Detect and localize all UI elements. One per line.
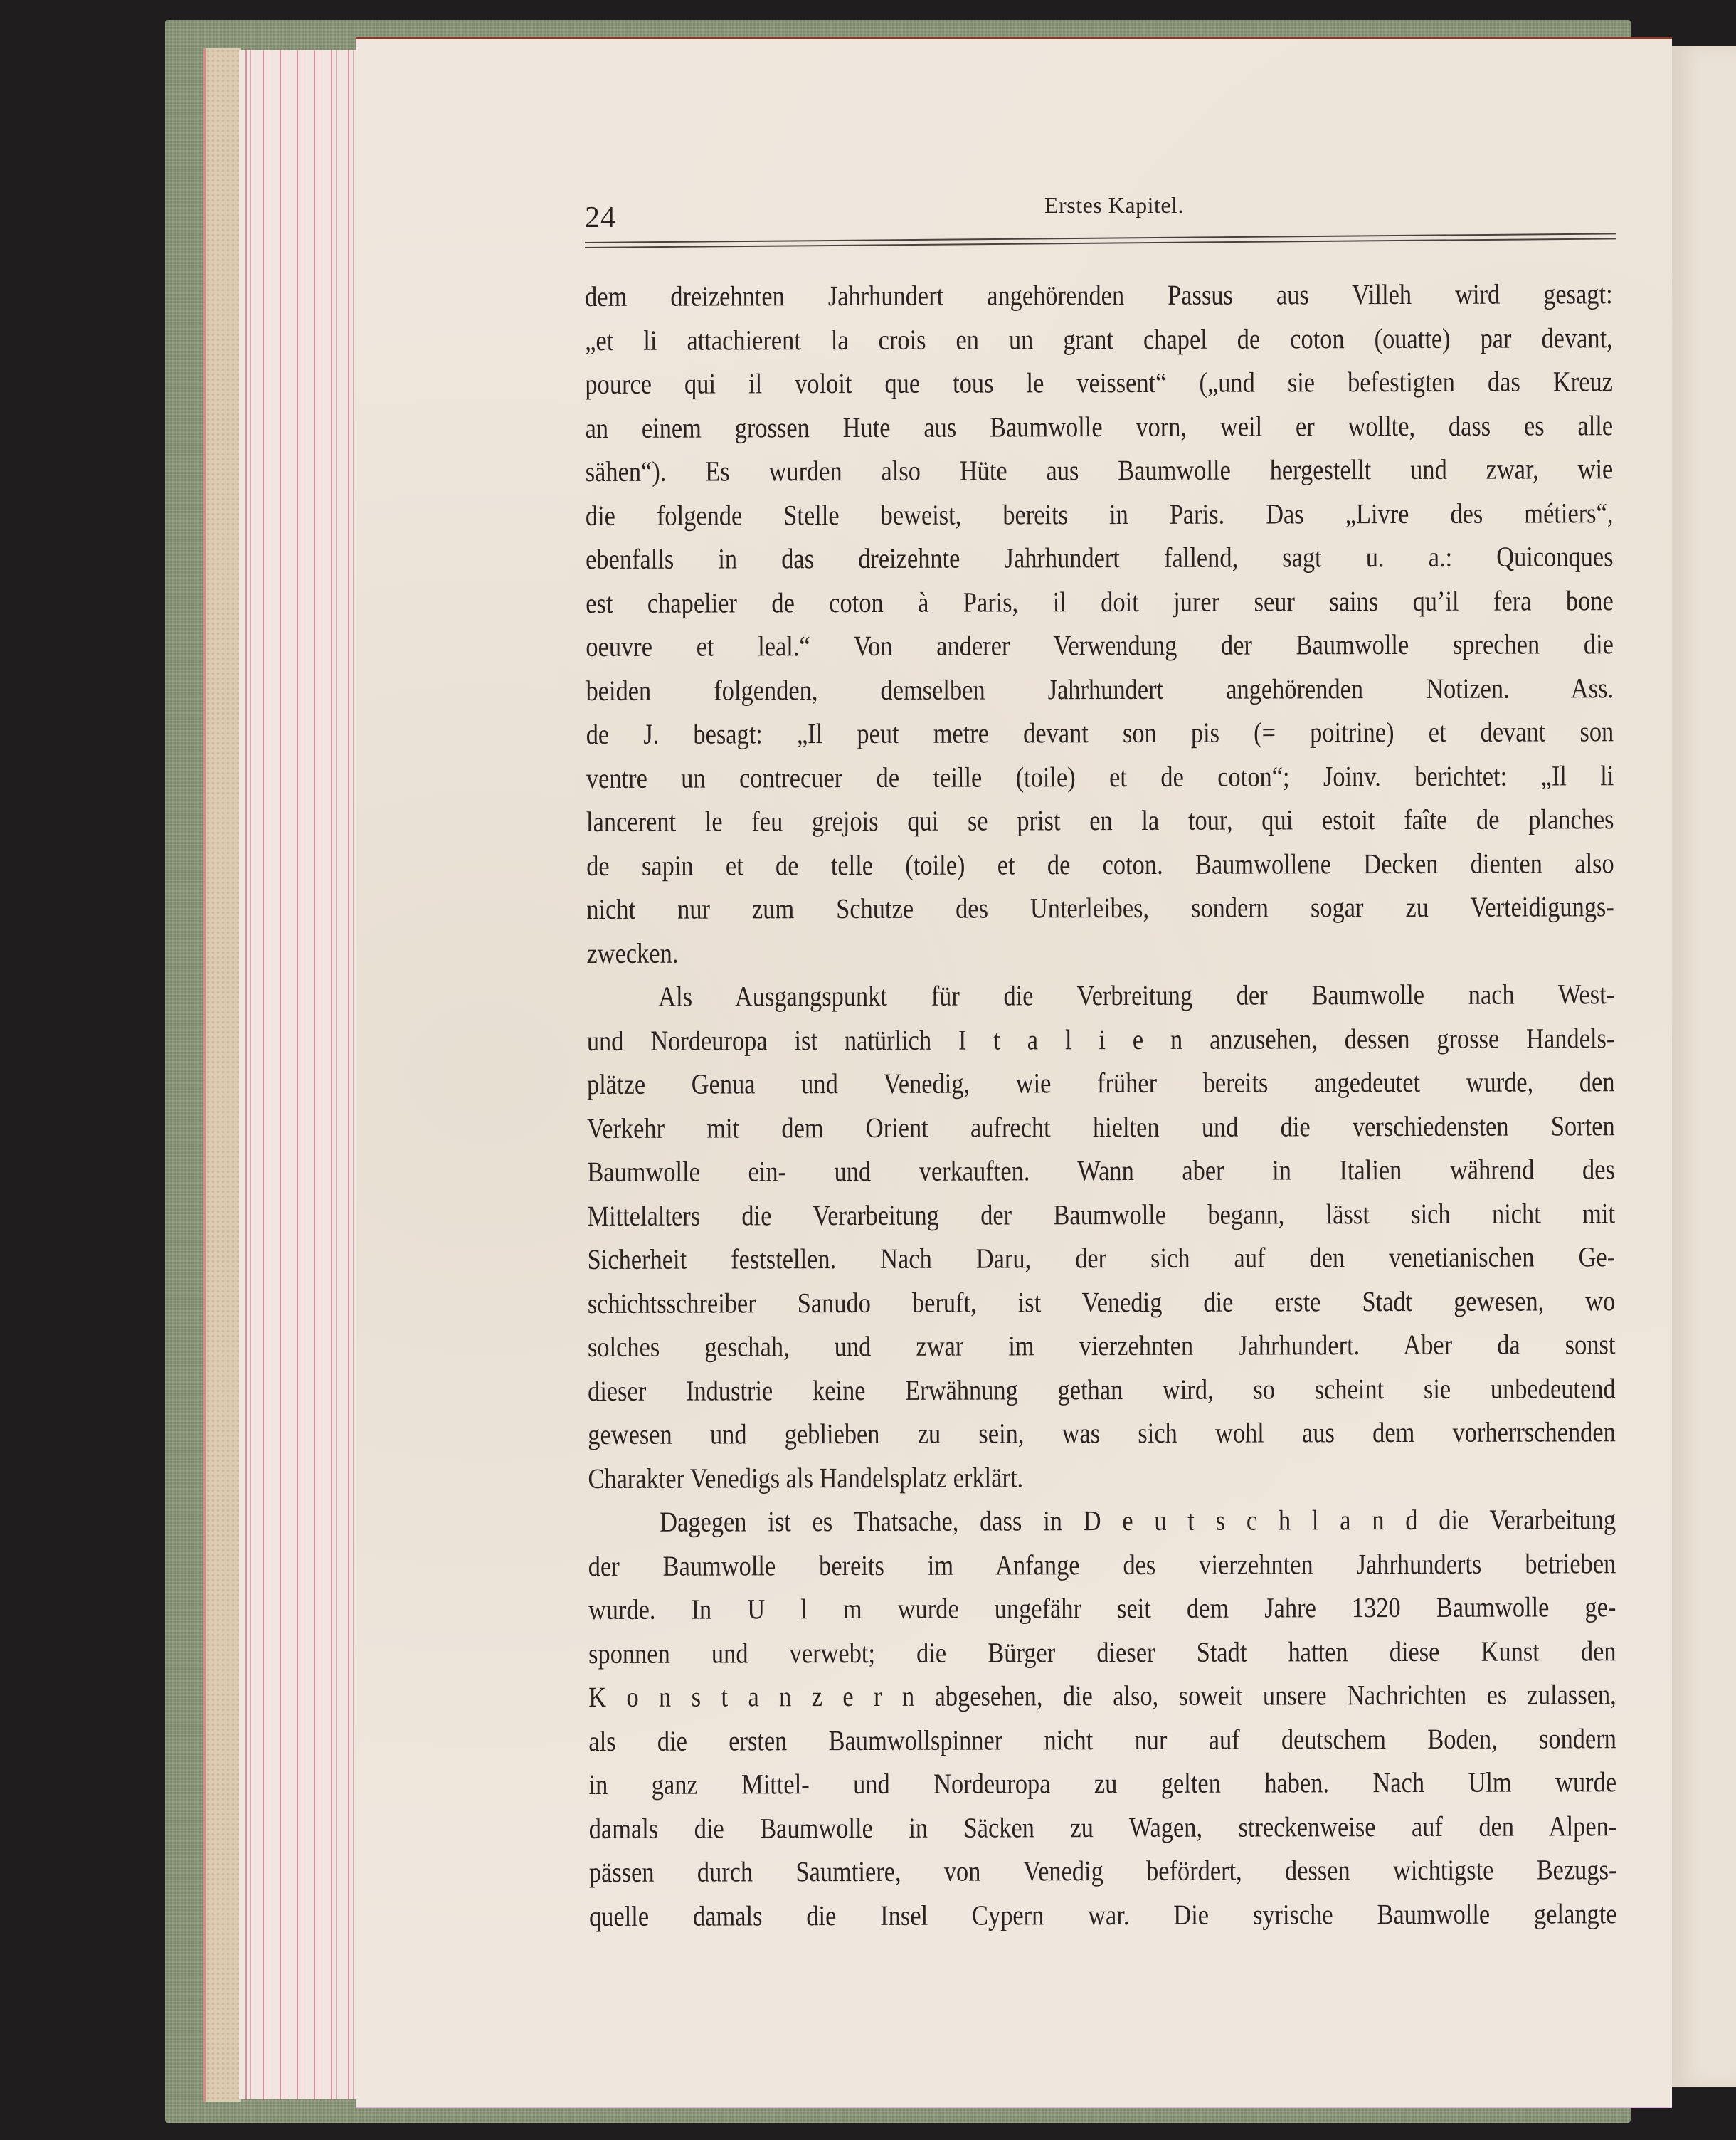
text-line: Dagegen ist es Thatsache, dass in D e u t s c h l a n d die Verarbeitung	[660, 1503, 1616, 1538]
text-line: K o n s t a n z e r n abgesehen, die also, soweit unsere Nachrichten es zulassen,	[588, 1678, 1616, 1713]
text-line: an einem grossen Hute aus Baumwolle vorn, weil er wollte, dass es alle	[585, 409, 1614, 444]
text-line: solches geschah, und zwar im vierzehnten Jahrhundert. Aber da sonst	[587, 1328, 1616, 1363]
body-text	[585, 272, 1619, 1938]
text-line: in ganz Mittel- und Nordeuropa zu gelten haben. Nach Ulm wurde	[588, 1766, 1617, 1801]
text-line: pässen durch Saumtiere, von Venedig befördert, dessen wichtigste Bezugs-	[588, 1853, 1617, 1888]
text-line: zwecken.	[586, 937, 679, 969]
text-line: ebenfalls in das dreizehnte Jahrhundert fallend, sagt u. a.: Quiconques	[585, 540, 1614, 575]
text-line: Als Ausgangspunkt für die Verbreitung der Baumwolle nach West-	[658, 978, 1615, 1013]
text-line: quelle damals die Insel Cypern war. Die syrische Baumwolle gelangte	[588, 1897, 1617, 1932]
text-line: Mittelalters die Verarbeitung der Baumwolle begann, lässt sich nicht mit	[587, 1196, 1616, 1232]
text-line: Verkehr mit dem Orient aufrecht hielten und die verschiedensten Sorten	[587, 1109, 1615, 1144]
text-line: dem dreizehnten Jahrhundert angehörenden Passus aus Villeh wird gesagt:	[585, 278, 1613, 312]
page-edge-stack	[239, 50, 360, 2099]
text-line: wurde. In U l m wurde ungefähr seit dem Jahre 1320 Baumwolle ge-	[588, 1591, 1616, 1625]
text-line: plätze Genua und Venedig, wie früher bereits angedeutet wurde, den	[586, 1065, 1615, 1100]
text-line: Sicherheit feststellen. Nach Daru, der sich auf den venetianischen Ge-	[587, 1240, 1616, 1275]
text-line: „et li attachierent la crois en un grant chapel de coton (ouatte) par devant,	[585, 321, 1613, 357]
text-line: dieser Industrie keine Erwähnung gethan wird, so scheint sie unbedeutend	[588, 1371, 1616, 1407]
text-line: gewesen und geblieben zu sein, was sich wohl aus dem vorherrschenden	[588, 1416, 1616, 1450]
text-line: est chapelier de coton à Paris, il doit jurer seur sains qu’il fera bone	[586, 584, 1614, 619]
text-line: de J. besagt: „Il peut metre devant son pis (= poitrine) et devant son	[586, 715, 1614, 750]
text-line: schichtsschreiber Sanudo beruft, ist Venedig die erste Stadt gewesen, wo	[587, 1284, 1616, 1319]
text-line: als die ersten Baumwollspinner nicht nur auf deutschem Boden, sondern	[588, 1722, 1616, 1757]
text-line: beiden folgenden, demselben Jahrhundert angehörenden Notizen. Ass.	[586, 671, 1614, 707]
text-line: sähen“). Es wurden also Hüte aus Baumwolle hergestellt und zwar, wie	[585, 453, 1614, 487]
text-line: sponnen und verwebt; die Bürger dieser Stadt hatten diese Kunst den	[588, 1634, 1616, 1670]
text-line: oeuvre et leal.“ Von anderer Verwendung der Baumwolle sprechen die	[586, 628, 1614, 663]
text-line: der Baumwolle bereits im Anfange des vierzehnten Jahrhunderts betrieben	[588, 1546, 1616, 1582]
text-line: und Nordeuropa ist natürlich I t a l i e n anzusehen, dessen grosse Handels-	[586, 1021, 1615, 1057]
floral-endpaper	[203, 48, 241, 2102]
text-line: de sapin et de telle (toile) et de coton. Baumwollene Decken dienten also	[586, 846, 1614, 882]
running-title: Erstes Kapitel.	[1044, 192, 1184, 218]
adjacent-page-edge	[1671, 46, 1736, 2087]
text-line: Baumwolle ein- und verkauften. Wann aber in Italien während des	[587, 1153, 1615, 1188]
text-line: damals die Baumwolle in Säcken zu Wagen, streckenweise auf den Alpen-	[588, 1809, 1617, 1845]
text-line: die folgende Stelle beweist, bereits in Paris. Das „Livre des métiers“,	[585, 496, 1614, 532]
text-line: nicht nur zum Schutze des Unterleibes, sondern sogar zu Verteidigungs-	[586, 890, 1614, 925]
page-number: 24	[585, 201, 616, 234]
text-line: ventre un contrecuer de teille (toile) et de coton“; Joinv. berichtet: „Il li	[586, 759, 1614, 794]
text-line: Charakter Venedigs als Handelsplatz erklärt.	[588, 1460, 1024, 1495]
text-line: pource qui il voloit que tous le veissent“ („und sie befestigten das Kreuz	[585, 365, 1613, 400]
text-line: lancerent le feu grejois qui se prist en la tour, qui estoit faîte de planches	[586, 803, 1614, 838]
